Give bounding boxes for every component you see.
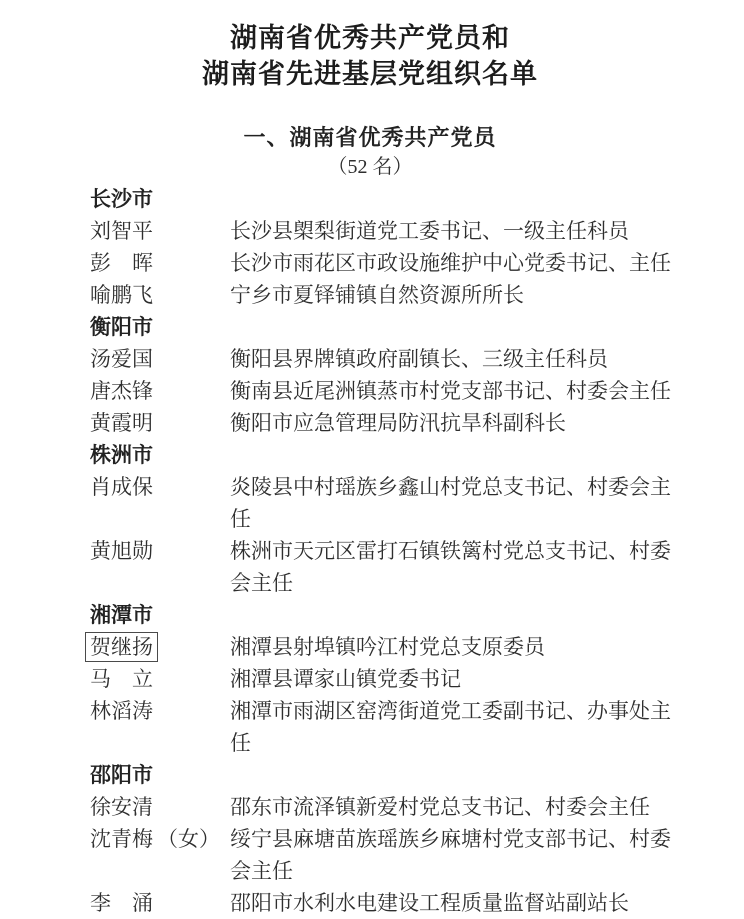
awardee-row <box>90 887 690 919</box>
awardee-title: 绥宁县麻塘苗族瑶族乡麻塘村党支部书记、村委会主任 <box>230 827 671 883</box>
awardee-name: 沈青梅 <box>90 827 153 851</box>
city-members <box>90 471 690 599</box>
awardee-name-cell <box>90 247 230 279</box>
awardee-title: 衡阳县界牌镇政府副镇长、三级主任科员 <box>230 347 608 371</box>
awardee-name: 喻鹏飞 <box>90 283 153 307</box>
awardee-name-cell <box>90 407 230 439</box>
awardee-title: 长沙县㮾梨街道党工委书记、一级主任科员 <box>230 219 629 243</box>
city-members <box>90 791 690 919</box>
awardee-name: 徐安清 <box>90 795 153 819</box>
city-header: 长沙市 <box>90 187 153 211</box>
city-group <box>90 183 690 311</box>
section-heading: 一、湖南省优秀共产党员 <box>243 125 497 150</box>
awardee-name: 林滔涛 <box>90 699 153 723</box>
awardee-name-cell <box>90 823 230 855</box>
awardee-name: 彭 晖 <box>90 251 153 275</box>
section-count: （52 名） <box>327 156 413 178</box>
awardee-row <box>90 471 690 535</box>
awardee-name: 贺继扬 <box>85 632 158 662</box>
city-header: 衡阳市 <box>90 315 153 339</box>
awardee-row <box>90 375 690 407</box>
city-group <box>90 439 690 599</box>
awardee-title: 宁乡市夏铎铺镇自然资源所所长 <box>230 283 524 307</box>
awardee-title: 炎陵县中村瑶族乡鑫山村党总支书记、村委会主任 <box>230 475 671 531</box>
awardee-name-cell <box>90 695 230 727</box>
awardee-title: 邵东市流泽镇新爱村党总支书记、村委会主任 <box>230 795 650 819</box>
awardee-name: 刘智平 <box>90 219 153 243</box>
awardee-row <box>90 663 690 695</box>
awardee-name: 汤爱国 <box>90 347 153 371</box>
city-header: 湘潭市 <box>90 603 153 627</box>
awardee-row <box>90 631 690 663</box>
city-group <box>90 599 690 759</box>
awardee-title: 长沙市雨花区市政设施维护中心党委书记、主任 <box>230 251 671 275</box>
awardee-row <box>90 695 690 759</box>
awardee-row <box>90 407 690 439</box>
awardee-title: 湘潭市雨湖区窑湾街道党工委副书记、办事处主任 <box>230 699 671 755</box>
city-group <box>90 759 690 919</box>
awardee-list <box>90 183 690 919</box>
awardee-title: 湘潭县射埠镇吟江村党总支原委员 <box>230 635 545 659</box>
awardee-row <box>90 343 690 375</box>
awardee-name-cell <box>90 791 230 823</box>
awardee-title: 株洲市天元区雷打石镇铁篱村党总支书记、村委会主任 <box>230 539 671 595</box>
document-title-line1: 湖南省优秀共产党员和 <box>230 23 510 53</box>
city-group <box>90 311 690 439</box>
awardee-name-cell <box>90 535 230 567</box>
awardee-name-cell <box>90 887 230 919</box>
city-members <box>90 215 690 311</box>
awardee-name: 肖成保 <box>90 475 153 499</box>
awardee-name-cell <box>90 343 230 375</box>
awardee-name-cell <box>90 663 230 695</box>
awardee-name: 李 涌 <box>90 891 153 915</box>
awardee-title: 邵阳市水利水电建设工程质量监督站副站长 <box>230 891 629 915</box>
city-header: 株洲市 <box>90 443 153 467</box>
awardee-title: 衡南县近尾洲镇蒸市村党支部书记、村委会主任 <box>230 379 671 403</box>
awardee-name-cell <box>90 631 230 663</box>
awardee-name: 唐杰锋 <box>90 379 153 403</box>
awardee-name: 马 立 <box>90 667 153 691</box>
document-header <box>90 20 650 182</box>
awardee-row <box>90 215 690 247</box>
city-header: 邵阳市 <box>90 763 153 787</box>
awardee-row <box>90 823 690 887</box>
awardee-name-cell <box>90 279 230 311</box>
awardee-title: 湘潭县谭家山镇党委书记 <box>230 667 461 691</box>
awardee-row <box>90 791 690 823</box>
city-members <box>90 343 690 439</box>
awardee-row <box>90 247 690 279</box>
awardee-name-cell <box>90 471 230 503</box>
document-title-line2: 湖南省先进基层党组织名单 <box>202 59 538 89</box>
awardee-name: 黄霞明 <box>90 411 153 435</box>
awardee-name-cell <box>90 375 230 407</box>
awardee-name: 黄旭勋 <box>90 539 153 563</box>
awardee-title: 衡阳市应急管理局防汛抗旱科副科长 <box>230 411 566 435</box>
awardee-row <box>90 535 690 599</box>
awardee-name-cell <box>90 215 230 247</box>
awardee-row <box>90 279 690 311</box>
gender-note: （女） <box>157 827 220 851</box>
city-members <box>90 631 690 759</box>
